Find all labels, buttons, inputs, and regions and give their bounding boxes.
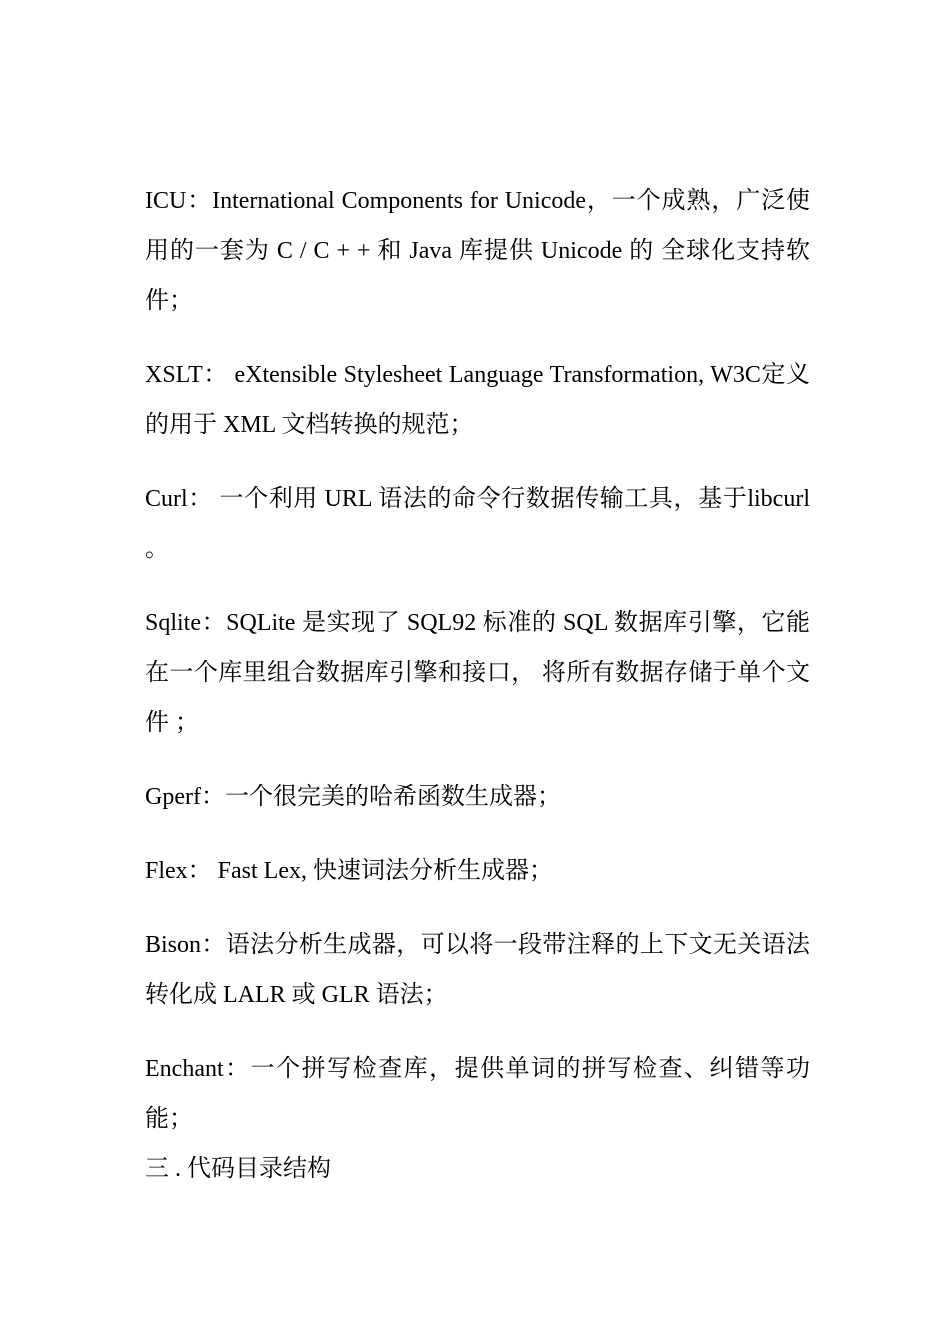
paragraph-enchant: Enchant：一个拼写检查库，提供单词的拼写检查、纠错等功能； [145, 1056, 810, 1132]
paragraph-gperf: Gperf：一个很完美的哈希函数生成器； [145, 784, 561, 810]
paragraph-sqlite: Sqlite：SQLite 是实现了 SQL92 标准的 SQL 数据库引擎，它能在一个库里组合数据库引擎和接口， 将所有数据存储于单个文件 ； [145, 610, 810, 736]
paragraph-xslt: XSLT： eXtensible Stylesheet Language Transformation, W3C定义的用于 XML 文档转换的规范； [145, 362, 810, 438]
paragraph-bison: Bison：语法分析生成器，可以将一段带注释的上下文无关语法转化成 LALR 或 GLR 语法； [145, 932, 810, 1008]
paragraph-curl: Curl： 一个利用 URL 语法的命令行数据传输工具，基于libcurl 。 [145, 486, 810, 562]
paragraph-flex: Flex： Fast Lex, 快速词法分析生成器； [145, 858, 553, 884]
section-heading: 三 . 代码目录结构 [145, 1156, 331, 1182]
document-page [145, 176, 810, 1194]
paragraph-icu: ICU：International Components for Unicode，一个成熟，广泛使用的一套为 C / C + + 和 Java 库提供 Unicode 的 全球化支持软件； [145, 188, 810, 314]
